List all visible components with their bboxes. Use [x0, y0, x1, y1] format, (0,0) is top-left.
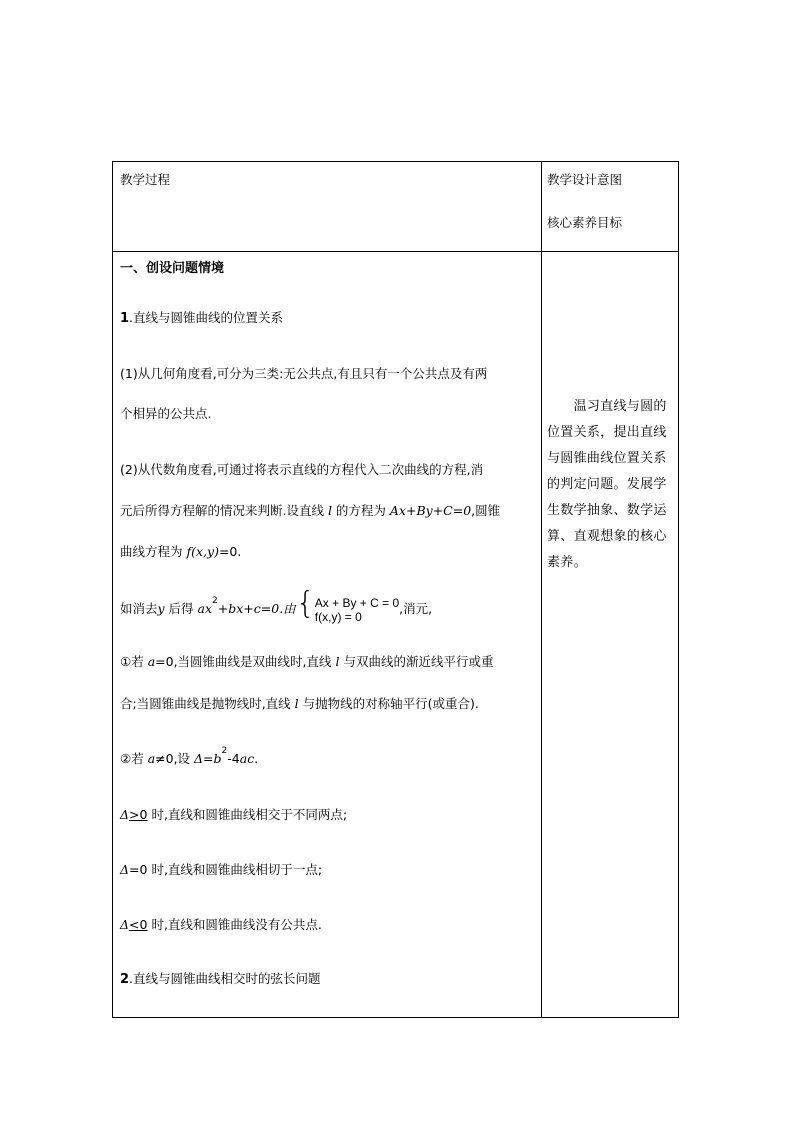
- header-teaching-process: 教学过程: [120, 172, 171, 187]
- delta-symbol: Δ: [120, 917, 130, 932]
- text-span: 与双曲线的渐近线平行或重: [339, 654, 494, 669]
- text-span: 后得: [164, 601, 198, 616]
- header-divider: [113, 251, 678, 252]
- item-2-text: .直线与圆锥曲线相交时的弦长问题: [129, 971, 321, 986]
- text-span: 的方程为: [331, 503, 390, 518]
- text-span: ②若: [120, 751, 148, 766]
- var-ac: ac: [239, 751, 255, 766]
- para-2-line-1: (2)从代数角度看,可通过将表示直线的方程代入二次曲线的方程,消: [120, 462, 484, 477]
- var-a: a: [147, 751, 156, 766]
- superscript: 2: [212, 596, 218, 606]
- text-span: 曲线方程为: [120, 544, 187, 559]
- elimination-line: [120, 586, 433, 625]
- delta-symbol: Δ: [194, 751, 204, 766]
- para-2-line-2: [120, 503, 500, 519]
- column-divider: [541, 162, 542, 1017]
- case-2-line: [120, 746, 259, 769]
- text-span: 合;当圆锥曲线是抛物线时,直线: [120, 696, 295, 711]
- text-span: .: [254, 751, 259, 766]
- text-span: 时,直线和圆锥曲线没有公共点.: [147, 917, 322, 932]
- text-span: 与抛物线的对称轴平行(或重合).: [298, 696, 479, 711]
- system-eq-1: Ax + By + C = 0: [314, 595, 400, 610]
- equation-system: [315, 596, 399, 624]
- header-design-intent: 教学设计意图: [547, 172, 623, 187]
- text-span: 如消去: [120, 601, 158, 616]
- var-l: l: [335, 654, 340, 669]
- var-y: y: [157, 601, 165, 616]
- item-1-heading: [120, 310, 283, 327]
- delta-symbol: Δ: [120, 807, 130, 822]
- item-1-text: .直线与圆锥曲线的位置关系: [129, 310, 284, 325]
- text-span: 时,直线和圆锥曲线相交于不同两点;: [147, 807, 348, 822]
- para-2-line-3: [120, 544, 241, 560]
- var-l: l: [327, 503, 332, 518]
- design-intent-paragraph: 温习直线与圆的位置关系，提出直线与圆锥曲线位置关系的判定问题。发展学生数学抽象、数学运算、直观想象的核心素养。: [547, 399, 667, 570]
- text-span: -4: [227, 751, 240, 766]
- lesson-table: [112, 161, 679, 1018]
- superscript: 2: [221, 746, 228, 756]
- text-span: ,圆锥: [471, 503, 501, 518]
- system-brace: {: [295, 586, 315, 621]
- comparison: >0: [129, 807, 148, 822]
- system-eq-2: f(x,y) = 0: [314, 609, 362, 624]
- header-core-literacy: 核心素养目标: [547, 215, 623, 230]
- delta-symbol: Δ: [120, 862, 130, 877]
- para-1-line-1: (1)从几何角度看,可分为三类:无公共点,有且只有一个公共点及有两: [120, 366, 488, 381]
- case-1-line-1: [120, 654, 493, 670]
- text-span: ≠0,设: [155, 751, 195, 766]
- para-1-line-2: 个相异的公共点.: [120, 406, 212, 421]
- discriminant-zero: [120, 862, 322, 878]
- text-span: 元后所得方程解的情况来判断.设直线: [120, 503, 328, 518]
- comparison: <0: [129, 917, 148, 932]
- text-span: =: [203, 751, 214, 766]
- line-equation: Ax+By+C=0: [389, 503, 472, 518]
- text-span: 时,直线和圆锥曲线相切于一点;: [147, 862, 323, 877]
- case-1-line-2: [120, 696, 479, 712]
- comparison: =0: [129, 862, 148, 877]
- item-1-number: 1: [120, 311, 130, 326]
- curve-equation: f(x,y): [186, 544, 219, 559]
- discriminant-negative: [120, 917, 322, 933]
- var-l: l: [294, 696, 299, 711]
- text-span: =0.: [218, 544, 242, 559]
- section-title: 一、创设问题情境: [120, 261, 225, 276]
- var-a: a: [147, 654, 156, 669]
- item-2-number: 2: [120, 972, 130, 987]
- text-span: ①若: [120, 654, 148, 669]
- discriminant-positive: [120, 807, 347, 823]
- text-span: ,消元,: [399, 601, 433, 616]
- var-ax: ax: [197, 601, 213, 616]
- quadratic-equation: +bx+c=0.由: [217, 601, 296, 616]
- text-span: =0,当圆锥曲线是双曲线时,直线: [155, 654, 336, 669]
- var-b: b: [213, 751, 222, 766]
- item-2-heading: [120, 971, 321, 988]
